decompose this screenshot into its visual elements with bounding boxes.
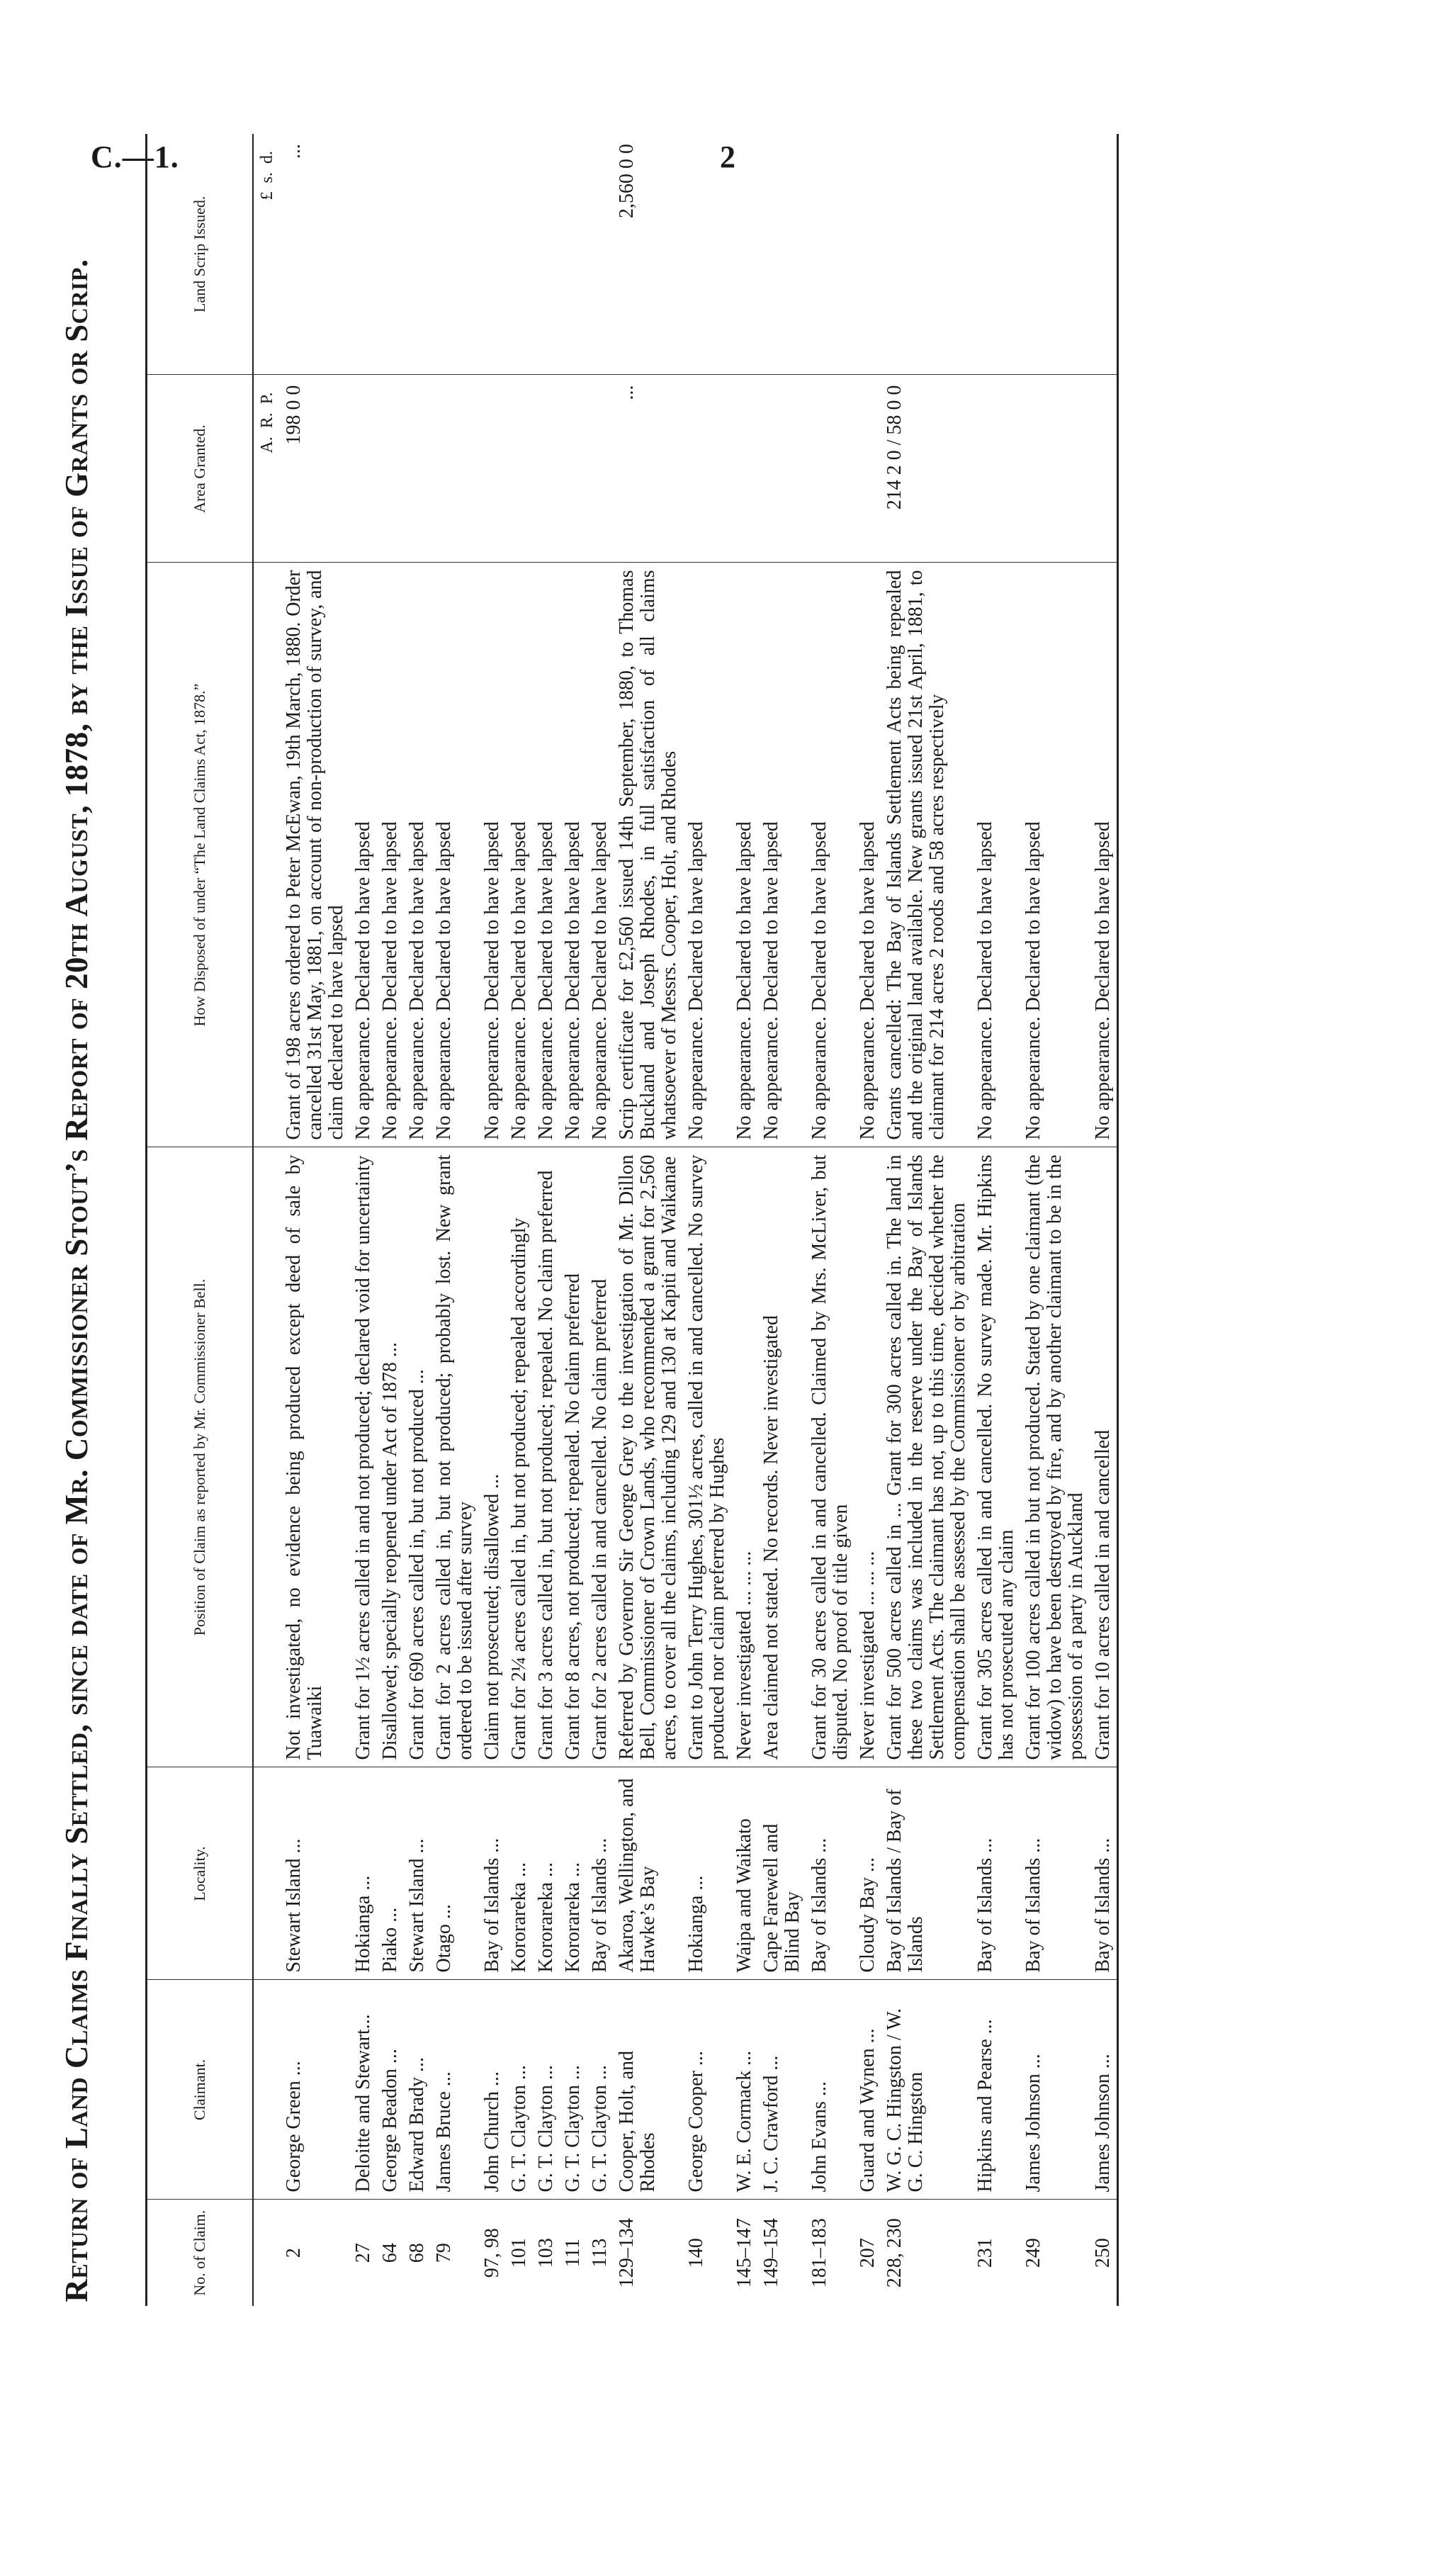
table-row [404,134,431,2306]
disposal: No appearance. Declared to have lapsed [683,563,731,1147]
col-position: Position of Claim as reported by Mr. Commissioner Bell. [147,1147,254,1767]
page-ref: C.—1. [91,140,179,174]
claim-position: Grant for 8 acres, not produced; repealed. No claim preferred [560,1147,587,1767]
table-row [560,134,587,2306]
claimant: George Cooper ... [683,1980,731,2200]
unit-pence: d. [258,151,276,164]
unit-roods: R. [258,412,276,429]
col-no: No. of Claim. [147,2200,254,2306]
claimant: G. T. Clayton ... [560,1980,587,2200]
scrip-issued: ... [281,134,350,375]
header-row [147,134,254,2306]
claimant: George Green ... [281,1980,350,2200]
scrip-issued [758,134,806,375]
area-units [256,383,278,556]
disposal: No appearance. Declared to have lapsed [479,563,506,1147]
claimant: James Johnson ... [1020,1980,1090,2200]
disposal: No appearance. Declared to have lapsed [731,563,758,1147]
claim-number: 207 [857,2238,879,2268]
scrip-issued [731,134,758,375]
table-row [479,134,506,2306]
disposal: No appearance. Declared to have lapsed [587,563,614,1147]
claimant: John Evans ... [806,1980,854,2200]
locality: Hokianga ... [683,1767,731,1980]
table-row [281,134,350,2306]
scrip-issued [506,134,533,375]
disposal: No appearance. Declared to have lapsed [854,563,881,1147]
area-granted [1090,375,1118,563]
scrip-issued [683,134,731,375]
area-granted [1020,375,1090,563]
disposal: No appearance. Declared to have lapsed [806,563,854,1147]
claimant: Deloitte and Stewart... [350,1980,377,2200]
table-row [731,134,758,2306]
locality: Bay of Islands ... [479,1767,506,1980]
locality: Kororareka ... [533,1767,560,1980]
units-row [253,134,281,2306]
claim-number: 97, 98 [481,2228,503,2278]
table-row [350,134,377,2306]
claims-body [253,134,1118,2306]
scrip-issued [479,134,506,375]
table-row [533,134,560,2306]
locality: Cape Farewell and Blind Bay [758,1767,806,1980]
locality: Bay of Islands ... [806,1767,854,1980]
claim-number: 250 [1090,2200,1118,2306]
table-row [1090,134,1118,2306]
locality: Stewart Island ... [404,1767,431,1980]
claim-number: 129–134 [616,2218,638,2288]
claim-position: Not investigated, no evidence being produced except deed of sale by Tuawaiki [281,1147,350,1767]
locality: Stewart Island ... [281,1767,350,1980]
area-granted: 214 2 0 / 58 0 0 [881,375,972,563]
locality: Bay of Islands ... [972,1767,1020,1980]
area-granted [533,375,560,563]
area-granted [560,375,587,563]
unit-pounds: £ [258,191,276,201]
disposal: No appearance. Declared to have lapsed [350,563,377,1147]
scrip-issued [854,134,881,375]
document-title: Return of Land Claims Finally Settled, since date of Mr. Commissioner Stout’s Report of 20th August, 1878, by the Issue of Grants or Scrip. [59,259,94,2302]
claim-number: 27 [352,2243,374,2263]
table-row [506,134,533,2306]
disposal: No appearance. Declared to have lapsed [431,563,479,1147]
table-row [854,134,881,2306]
claim-position: Grant for 690 acres called in, but not produced ... [404,1147,431,1767]
scrip-issued [881,134,972,375]
scrip-issued [972,134,1020,375]
locality: Bay of Islands ... [587,1767,614,1980]
scrip-issued [431,134,479,375]
claimant: James Johnson ... [1090,1980,1118,2200]
locality: Bay of Islands / Bay of Islands [881,1767,972,1980]
claim-number: 2 [283,2248,305,2258]
scrip-issued [587,134,614,375]
scrip-issued: 2,560 0 0 [614,134,683,375]
locality: Piako ... [377,1767,404,1980]
claimant: John Church ... [479,1980,506,2200]
claimant: G. T. Clayton ... [506,1980,533,2200]
table-row [806,134,854,2306]
claimant: J. C. Crawford ... [758,1980,806,2200]
disposal: No appearance. Declared to have lapsed [377,563,404,1147]
claimant: Cooper, Holt, and Rhodes [614,1980,683,2200]
table-row [587,134,614,2306]
locality: Cloudy Bay ... [854,1767,881,1980]
disposal: No appearance. Declared to have lapsed [506,563,533,1147]
claim-position: Grant for 30 acres called in and cancelled. Claimed by Mrs. McLiver, but disputed. No proof of title given [806,1147,854,1767]
table-row [1020,134,1090,2306]
claim-position: Disallowed; specially reopened under Act of 1878 ... [377,1147,404,1767]
claimant: James Bruce ... [431,1980,479,2200]
scrip-issued [1090,134,1118,375]
claim-position: Grant for 2¼ acres called in, but not produced; repealed accordingly [506,1147,533,1767]
claim-position: Grant for 100 acres called in but not produced. Stated by one claimant (the widow) to have been destroyed by fire, and by another claimant to be in the possession of a party in Auckland [1020,1147,1090,1767]
scrip-issued [806,134,854,375]
disposal: No appearance. Declared to have lapsed [1090,563,1118,1147]
disposal: No appearance. Declared to have lapsed [758,563,806,1147]
claim-number: 228, 230 [884,2218,905,2288]
disposal: No appearance. Declared to have lapsed [533,563,560,1147]
unit-shillings: s. [258,172,276,184]
claim-number: 149–154 [760,2218,782,2288]
claimant: George Beadon ... [377,1980,404,2200]
area-granted [758,375,806,563]
claim-number: 249 [1022,2238,1044,2268]
claim-position: Grant for 10 acres called in and cancelled [1090,1147,1118,1767]
claimant: Guard and Wynen ... [854,1980,881,2200]
claim-number: 79 [433,2243,455,2263]
disposal: Scrip certificate for £2,560 issued 14th September, 1880, to Thomas Buckland and Joseph Rhodes, in full satisfaction of all claims whatsoever of Messrs. Cooper, Holt, and Rhodes [614,563,683,1147]
claim-position: Grant for 3 acres called in, but not produced; repealed. No claim preferred [533,1147,560,1767]
page-number: 2 [720,140,735,174]
col-scrip: Land Scrip Issued. [147,134,254,375]
locality: Bay of Islands ... [1090,1767,1118,1980]
col-disposed: How Disposed of under “The Land Claims Act, 1878.” [147,563,254,1147]
claim-number: 140 [685,2238,707,2268]
locality: Akaroa, Wellington, and Hawke’s Bay [614,1767,683,1980]
claimant: Hipkins and Pearse ... [972,1980,1020,2200]
claim-position: Never investigated ... ... ... [731,1147,758,1767]
locality: Hokianga ... [350,1767,377,1980]
table-row [683,134,731,2306]
disposal: No appearance. Declared to have lapsed [560,563,587,1147]
col-area: Area Granted. [147,375,254,563]
locality: Waipa and Waikato [731,1767,758,1980]
table-row [614,134,683,2306]
scrip-issued [350,134,377,375]
area-granted [479,375,506,563]
claim-number: 103 [535,2238,557,2268]
disposal: Grant of 198 acres ordered to Peter McEwan, 19th March, 1880. Order cancelled 31st May, 1881, on account of non-production of survey, and claim declared to have lapsed [281,563,350,1147]
area-granted [506,375,533,563]
table-row [758,134,806,2306]
claim-position: Never investigated ... ... ... [854,1147,881,1767]
claim-position: Grant for 2 acres called in, but not produced; probably lost. New grant ordered to be issued after survey [431,1147,479,1767]
locality: Kororareka ... [560,1767,587,1980]
claim-position: Grant for 1½ acres called in and not produced; declared void for uncertainty [350,1147,377,1767]
scrip-issued [404,134,431,375]
claims-table [145,134,1119,2306]
unit-perches: P. [258,392,276,405]
claimant: G. T. Clayton ... [587,1980,614,2200]
area-granted [377,375,404,563]
disposal: No appearance. Declared to have lapsed [404,563,431,1147]
area-granted [404,375,431,563]
claim-number: 111 [562,2239,584,2268]
col-locality: Locality. [147,1767,254,1980]
area-granted [806,375,854,563]
disposal: No appearance. Declared to have lapsed [972,563,1020,1147]
area-granted [587,375,614,563]
claimant: W. G. C. Hingston / W. G. C. Hingston [881,1980,972,2200]
locality: Otago ... [431,1767,479,1980]
claim-position: Grant for 305 acres called in and cancelled. No survey made. Mr. Hipkins has not prosecuted any claim [972,1147,1020,1767]
claim-number: 68 [406,2243,428,2263]
table-row [881,134,972,2306]
area-granted [350,375,377,563]
area-granted: ... [614,375,683,563]
claimant: G. T. Clayton ... [533,1980,560,2200]
area-granted [972,375,1020,563]
scrip-issued [533,134,560,375]
claim-position: Claim not prosecuted; disallowed ... [479,1147,506,1767]
claim-position: Referred by Governor Sir George Grey to the investigation of Mr. Dillon Bell, Commissioner of Crown Lands, who recommended a grant for 2,560 acres, to cover all the claims, including 129 and 130 at Kapiti and Waikanae [614,1147,683,1767]
locality: Kororareka ... [506,1767,533,1980]
claim-number: 231 [974,2238,996,2268]
scrip-issued [1020,134,1090,375]
claimant: Edward Brady ... [404,1980,431,2200]
table-row [972,134,1020,2306]
area-granted: 198 0 0 [281,375,350,563]
claim-number: 101 [508,2238,530,2268]
col-claimant: Claimant. [147,1980,254,2200]
locality: Bay of Islands ... [1020,1767,1090,1980]
claim-number: 181–183 [808,2218,830,2288]
scrip-units [256,141,278,368]
scrip-issued [560,134,587,375]
disposal: Grants cancelled: The Bay of Islands Settlement Acts being repealed and the original land available. New grants issued 21st April, 1881, to claimant for 214 acres 2 roods and 58 acres respectively [881,563,972,1147]
disposal: No appearance. Declared to have lapsed [1020,563,1090,1147]
claim-number: 145–147 [733,2218,755,2288]
area-granted [683,375,731,563]
claim-position: Grant to John Terry Hughes, 301½ acres, called in and cancelled. No survey produced nor claim preferred by Hughes [683,1147,731,1767]
claim-number: 113 [589,2238,611,2268]
table-row [431,134,479,2306]
table-row [377,134,404,2306]
claim-position: Grant for 2 acres called in and cancelled. No claim preferred [587,1147,614,1767]
unit-acres: A. [258,437,276,454]
area-granted [854,375,881,563]
scrip-issued [377,134,404,375]
claim-position: Area claimed not stated. No records. Never investigated [758,1147,806,1767]
claim-position: Grant for 500 acres called in ... Grant for 300 acres called in. The land in these two claims was included in the reserve under the Bay of Islands Settlement Acts. The claimant has not, up to this time, decided whether the compensation shall be assessed by the Commissioner or by arbitration [881,1147,972,1767]
area-granted [731,375,758,563]
claimant: W. E. Cormack ... [731,1980,758,2200]
area-granted [431,375,479,563]
claim-number: 64 [379,2243,401,2263]
